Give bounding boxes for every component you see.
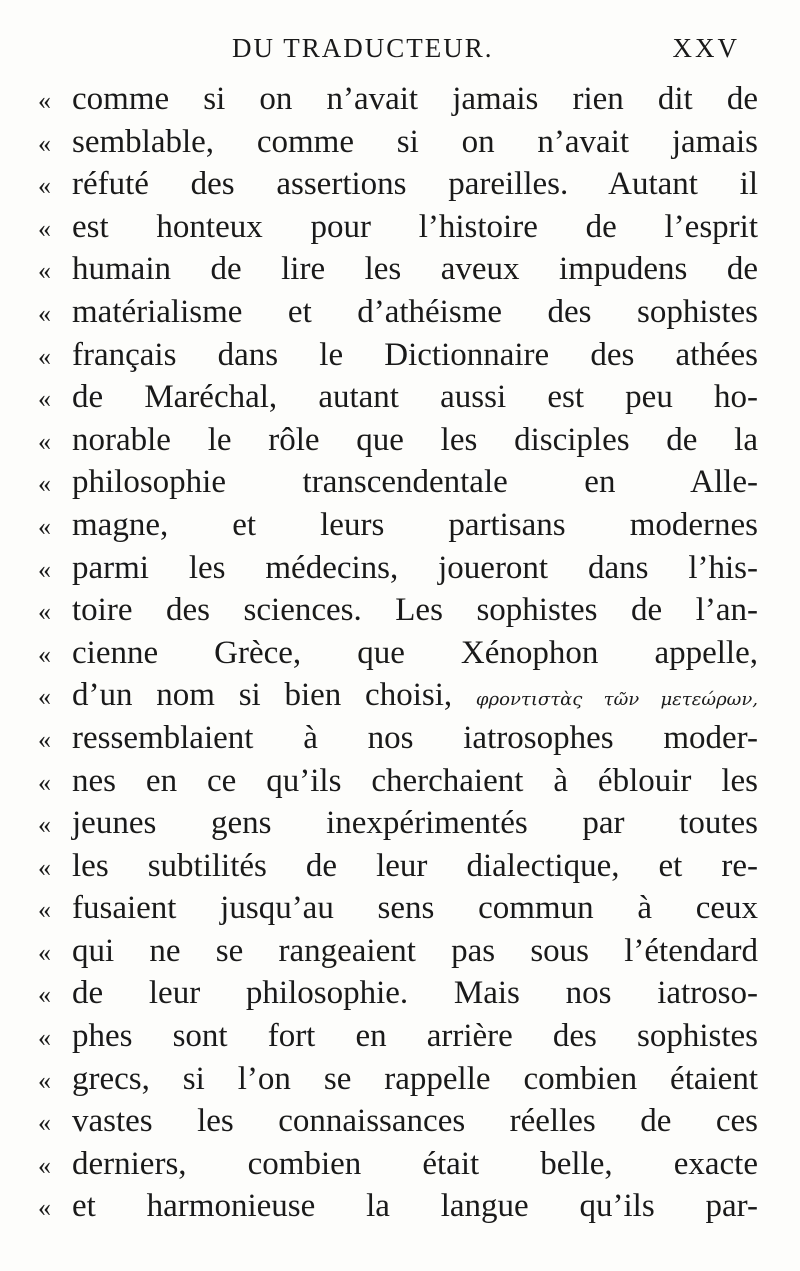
quote-mark: « xyxy=(38,469,51,499)
text-line xyxy=(38,121,760,164)
text-line xyxy=(38,1100,760,1143)
quote-mark: « xyxy=(38,597,51,627)
text-line xyxy=(38,1058,760,1101)
latin-phrase: d’un nom si bien choisi, xyxy=(72,677,453,714)
quote-mark: « xyxy=(38,298,51,328)
page-number: XXV xyxy=(672,33,740,63)
text-line xyxy=(38,632,760,675)
running-head xyxy=(120,28,740,68)
text-line xyxy=(38,717,760,760)
text-line xyxy=(38,972,760,1015)
line-text: comme si on n’avait jamais rien dit de xyxy=(72,81,758,117)
text-line xyxy=(38,78,760,121)
line-text: est honteux pour l’histoire de l’esprit xyxy=(72,208,758,245)
line-text: parmi les médecins, joueront dans l’his- xyxy=(72,549,758,586)
line-text: toire des sciences. Les sophistes de l’an- xyxy=(72,592,758,629)
quote-mark: « xyxy=(38,128,51,158)
line-text: jeunes gens inexpérimentés par toutes xyxy=(72,805,758,842)
line-text: philosophie transcendentale en Alle- xyxy=(72,464,758,501)
quote-mark: « xyxy=(38,86,51,115)
quote-mark: « xyxy=(38,554,51,584)
line-text: derniers, combien était belle, exacte xyxy=(72,1145,758,1182)
line-text: phes sont fort en arrière des sophistes xyxy=(72,1018,758,1055)
text-line xyxy=(38,845,760,888)
section-title: DU TRADUCTEUR. xyxy=(232,33,494,63)
text-line xyxy=(38,206,760,249)
line-text: réfuté des assertions pareilles. Autant il xyxy=(72,166,758,203)
quote-mark: « xyxy=(38,895,51,925)
text-line xyxy=(38,334,760,377)
quote-mark: « xyxy=(38,724,51,754)
quote-mark: « xyxy=(38,384,51,414)
line-text: les subtilités de leur dialectique, et re- xyxy=(72,847,758,884)
body-text xyxy=(38,78,760,1228)
text-line xyxy=(38,248,760,291)
line-text: de Maréchal, autant aussi est peu ho- xyxy=(72,379,758,416)
text-line xyxy=(38,504,760,547)
line-text: vastes les connaissances réelles de ces xyxy=(72,1103,758,1140)
quote-mark: « xyxy=(38,511,51,541)
line-text: de leur philosophie. Mais nos iatroso- xyxy=(72,975,758,1012)
line-text: magne, et leurs partisans modernes xyxy=(72,506,758,543)
text-line xyxy=(38,376,760,419)
quote-mark: « xyxy=(38,767,51,797)
text-line-greek xyxy=(38,674,760,717)
line-text: semblable, comme si on n’avait jamais xyxy=(72,123,758,160)
line-text: qui ne se rangeaient pas sous l’étendard xyxy=(72,932,758,969)
text-line xyxy=(38,589,760,632)
line-text: fusaient jusqu’au sens commun à ceux xyxy=(72,890,758,927)
quote-mark: « xyxy=(38,937,51,967)
quote-mark: « xyxy=(38,852,51,882)
text-line xyxy=(38,760,760,803)
text-line xyxy=(38,163,760,206)
text-line xyxy=(38,291,760,334)
text-line xyxy=(38,930,760,973)
quote-mark: « xyxy=(38,980,51,1010)
quote-mark: « xyxy=(38,1108,51,1138)
quote-mark: « xyxy=(38,810,51,840)
line-text xyxy=(72,674,758,722)
text-line xyxy=(38,1185,760,1228)
line-text: et harmonieuse la langue qu’ils par- xyxy=(72,1188,758,1225)
line-text: cienne Grèce, que Xénophon appelle, xyxy=(72,634,758,671)
text-line xyxy=(38,419,760,462)
line-text: nes en ce qu’ils cherchaient à éblouir les xyxy=(72,762,758,799)
line-text: grecs, si l’on se rappelle combien étaient xyxy=(72,1060,758,1097)
quote-mark: « xyxy=(38,1065,51,1095)
quote-mark: « xyxy=(38,682,51,712)
quote-mark: « xyxy=(38,1193,51,1223)
text-line xyxy=(38,802,760,845)
line-text: humain de lire les aveux impudens de xyxy=(72,251,758,288)
quote-mark: « xyxy=(38,341,51,371)
quote-mark: « xyxy=(38,639,51,669)
quote-mark: « xyxy=(38,426,51,456)
quote-mark: « xyxy=(38,171,51,201)
line-text: ressemblaient à nos iatrosophes moder- xyxy=(72,719,758,756)
quote-mark: « xyxy=(38,1150,51,1180)
quote-mark: « xyxy=(38,256,51,286)
text-line xyxy=(38,1015,760,1058)
quote-mark: « xyxy=(38,1023,51,1053)
greek-phrase: φροντιστὰς τῶν μετεώρων, xyxy=(475,689,759,711)
text-line xyxy=(38,1143,760,1186)
text-line xyxy=(38,461,760,504)
line-text: matérialisme et d’athéisme des sophistes xyxy=(72,293,758,330)
quote-mark: « xyxy=(38,213,51,243)
line-text: norable le rôle que les disciples de la xyxy=(72,421,758,458)
line-text: français dans le Dictionnaire des athées xyxy=(72,336,758,373)
text-line xyxy=(38,887,760,930)
text-line xyxy=(38,547,760,590)
